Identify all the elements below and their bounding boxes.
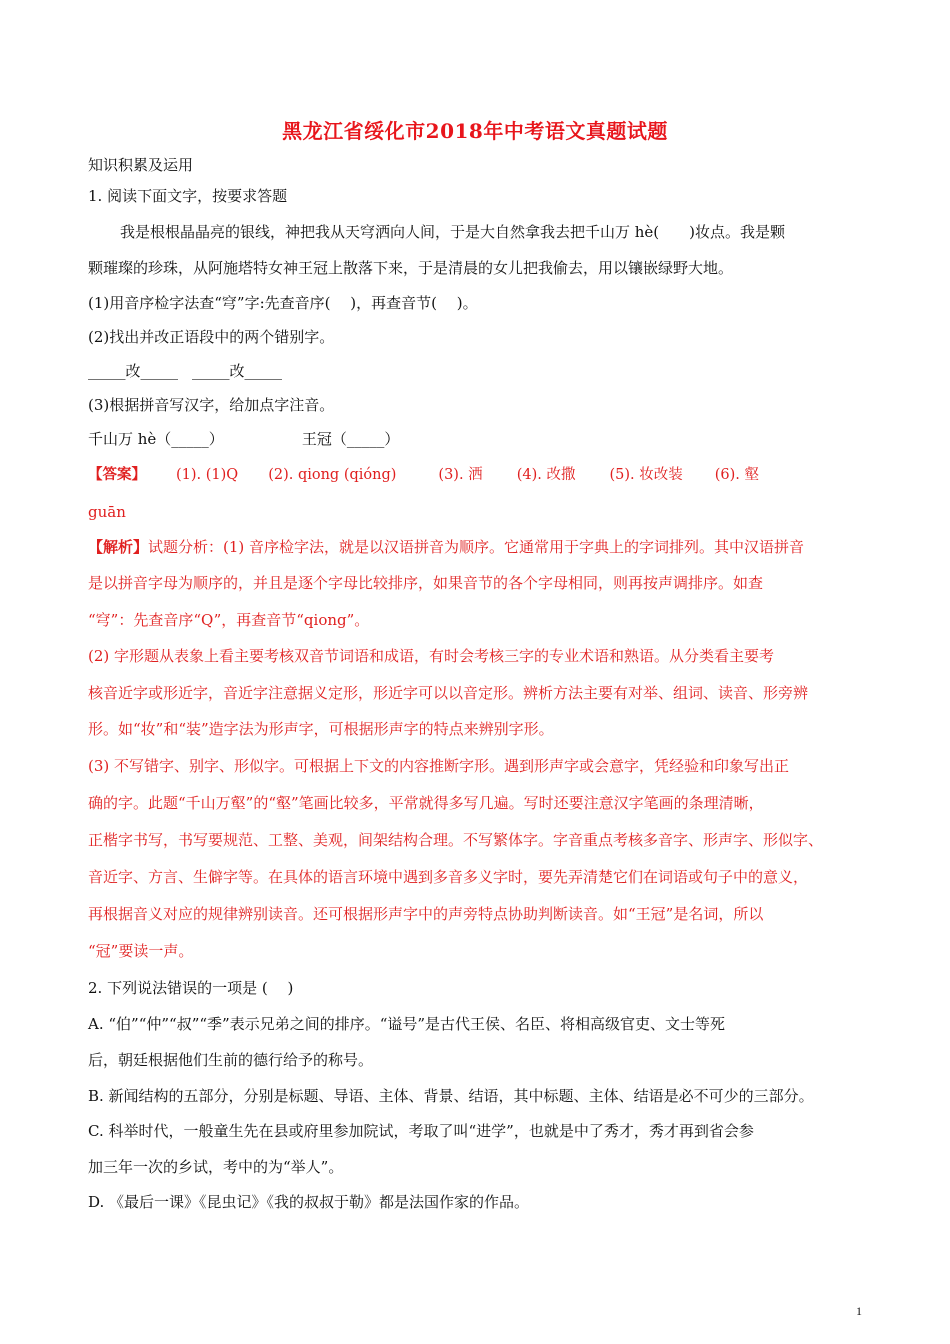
analysis-label: 【解析】 <box>88 538 149 556</box>
q2-option-c-line-2: 加三年一次的乡试，考中的为“举人”。 <box>88 1158 344 1176</box>
q1-sub-3: (3)根据拼音写汉字，给加点字注音。 <box>88 396 335 414</box>
answer-1: (1). (1)Q <box>176 467 239 483</box>
q2-option-a-line-1: A. “伯”“仲”“叔”“季”表示兄弟之间的排序。“谥号”是古代王侯、名臣、将相高级官吏、文士等死 <box>88 1015 726 1033</box>
q2-option-d: D. 《最后一课》《昆虫记》《我的叔叔于勒》都是法国作家的作品。 <box>88 1193 530 1211</box>
answer-6: (6). 壑 <box>714 467 759 483</box>
analysis-line-4: (2) 字形题从表象上看主要考核双音节词语和成语，有时会考核三字的专业术语和熟语。从分类看主要考 <box>88 647 775 665</box>
document-title: 黑龙江省绥化市2018年中考语文真题试题 <box>282 119 668 143</box>
q2-stem: 2. 下列说法错误的一项是 ( ) <box>88 979 294 997</box>
analysis-line-10: 音近字、方言、生僻字等。在具体的语言环境中遇到多音多义字时，要先弄清楚它们在词语或句子中的意义， <box>88 868 809 886</box>
q2-option-c-line-1: C. 科举时代，一般童生先在县或府里参加院试，考取了叫“进学”，也就是中了秀才，秀才再到省会参 <box>88 1122 754 1140</box>
analysis-line-9: 正楷字书写，书写要规范、工整、美观，间架结构合理。不写繁体字。字音重点考核多音字、形声字、形似字、 <box>88 831 824 849</box>
q1-item-1: 千山万 hè（_____） <box>88 430 224 448</box>
analysis-line-8: 确的字。此题“千山万壑”的“壑”笔画比较多，平常就得多写几遍。写时还要注意汉字笔画的条理清晰， <box>88 794 764 812</box>
analysis-line-1: 【解析】试题分析：(1) 音序检字法，就是以汉语拼音为顺序。它通常用于字典上的字词排列。其中汉语拼音 <box>88 538 805 556</box>
page-number: 1 <box>856 1304 862 1318</box>
analysis-line-3: “穹”：先查音序“Q”，再查音节“qiong”。 <box>88 611 370 629</box>
q1-item-2: 王冠（_____） <box>301 430 400 448</box>
q1-sub-2: (2)找出并改正语段中的两个错别字。 <box>88 328 335 346</box>
q1-stem: 1. 阅读下面文字，按要求答题 <box>88 187 288 205</box>
q1-blank-2: _____改_____ <box>192 362 283 380</box>
analysis-line-5: 核音近字或形近字，音近字注意据义定形，形近字可以以音定形。辨析方法主要有对举、组词、读音、形旁辨 <box>88 684 809 702</box>
analysis-line-12: “冠”要读一声。 <box>88 942 194 960</box>
answer-label: 【答案】 <box>88 466 146 483</box>
q1-sub-3-items <box>88 429 399 449</box>
section-heading: 知识积累及运用 <box>88 156 194 174</box>
q1-sub-2-blanks <box>88 361 282 381</box>
answer-3: (3). 洒 <box>438 467 483 483</box>
q1-sub-1: (1)用音序检字法查“穹”字:先查音序( )，再查音节( )。 <box>88 294 478 312</box>
q2-option-b: B. 新闻结构的五部分，分别是标题、导语、主体、背景、结语，其中标题、主体、结语是必不可少的三部分。 <box>88 1087 814 1105</box>
q1-passage-line-1: 我是根根晶晶亮的银线，神把我从天穹洒向人间，于是大自然拿我去把千山万 hè( )妆点。我是颗 <box>120 223 786 241</box>
answer-line <box>88 465 759 485</box>
analysis-line-6: 形。如“妆”和“装”造字法为形声字，可根据形声字的特点来辨别字形。 <box>88 720 554 738</box>
analysis-line-11: 再根据音义对应的规律辨别读音。还可根据形声字中的声旁特点协助判断读音。如“王冠”是名词，所以 <box>88 905 764 923</box>
q1-blank-1: _____改_____ <box>88 362 179 380</box>
analysis-line-2: 是以拼音字母为顺序的，并且是逐个字母比较排序，如果音节的各个字母相同，则再按声调排序。如查 <box>88 574 764 592</box>
answer-2: (2). qiong (qióng) <box>268 467 397 483</box>
q1-passage-line-2: 颗璀璨的珍珠，从阿施塔特女神王冠上散落下来，于是清晨的女儿把我偷去，用以镶嵌绿野大地。 <box>88 259 734 277</box>
analysis-line-7: (3) 不写错字、别字、形似字。可根据上下文的内容推断字形。遇到形声字或会意字，凭经验和印象写出正 <box>88 757 790 775</box>
answer-4: (4). 改撒 <box>516 467 576 483</box>
answer-6-continued: guān <box>88 503 126 521</box>
q2-option-a-line-2: 后，朝廷根据他们生前的德行给予的称号。 <box>88 1051 374 1069</box>
answer-5: (5). 妆改装 <box>609 467 683 483</box>
